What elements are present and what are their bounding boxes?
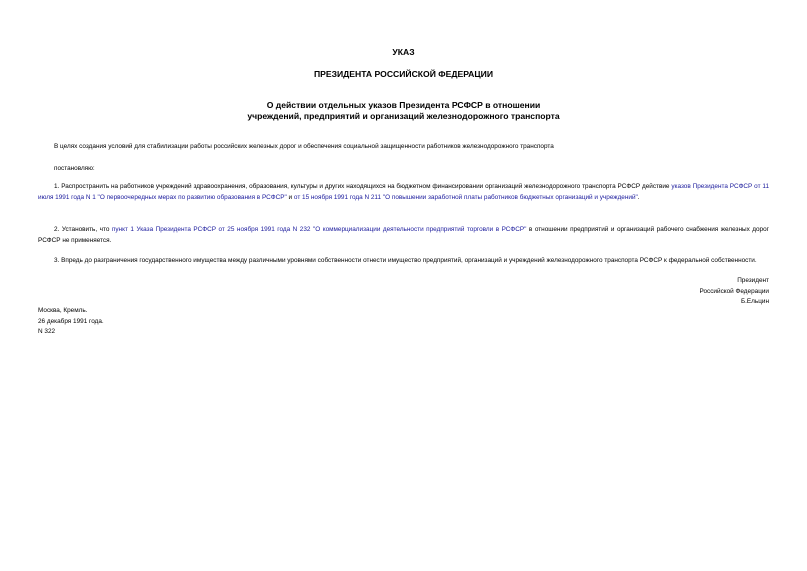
p1-text-a: 1. Распространить на работников учреждений здравоохранения, образования, культуры и других находящихся на бюджетном финансировании организаций железнодорожного транспорта РСФСР действие (54, 183, 672, 190)
p1-text-b: и (286, 193, 294, 201)
intro-text: В целях создания условий для стабилизации работы российских железных дорог и обеспечения социальной защищенности работников железнодорожного транспорта (54, 143, 554, 150)
link-decree-n232[interactable]: пункт 1 Указа Президента РСФСР от 25 ноября 1991 года N 232 "О коммерциализации деятельности предприятий торговли в РСФСР" (111, 226, 527, 233)
p2-text-b: в отношении предприятий и организаций рабочего снабжения железных дорог РСФСР не применяется. (38, 226, 769, 244)
paragraph-3 (38, 256, 769, 267)
p2-text-a: 2. Установить, что (54, 226, 112, 233)
subject-line-1: О действии отдельных указов Президента РСФСР в отношении (266, 100, 541, 110)
signature-block (700, 276, 770, 308)
place-date-block (38, 306, 104, 338)
decree-number: N 322 (38, 328, 56, 335)
decree-title: УКАЗ (392, 47, 415, 57)
place: Москва, Кремль. (38, 307, 88, 314)
link-decree-n211[interactable]: от 15 ноября 1991 года N 211 "О повышении заработной платы работников бюджетных организаций и учреждений" (293, 193, 638, 201)
intro-paragraph (38, 142, 769, 153)
paragraph-2-text (38, 225, 769, 246)
link-decree-n1[interactable]: указов Президента РСФСР от 11 июля 1991 года N 1 "О первоочередных мерах по развитию образования в РСФСР" (38, 183, 769, 201)
signature-title-country: Российской Федерации (699, 287, 769, 295)
paragraph-2 (38, 225, 769, 246)
paragraph-1 (38, 182, 769, 203)
decree-word: постановляю: (54, 165, 95, 172)
paragraph-3-text: 3. Впредь до разграничения государственного имущества между различными уровнями собственности отнести имущество предприятий, организаций и учреждений железнодорожного транспорта РСФСР к федеральной собственности. (54, 257, 757, 264)
decree-issuer: ПРЕЗИДЕНТА РОССИЙСКОЙ ФЕДЕРАЦИИ (313, 69, 494, 79)
signature-title: Президент (737, 277, 769, 284)
subject-line-2: учреждений, предприятий и организаций железнодорожного транспорта (247, 111, 560, 121)
paragraph-1-text (38, 182, 769, 203)
decree-subject (0, 100, 807, 122)
signature-name: Б.Ельцин (740, 298, 769, 305)
date: 26 декабря 1991 года. (38, 317, 104, 325)
decree-word-paragraph (38, 164, 769, 175)
p1-text-c: . (637, 193, 640, 201)
